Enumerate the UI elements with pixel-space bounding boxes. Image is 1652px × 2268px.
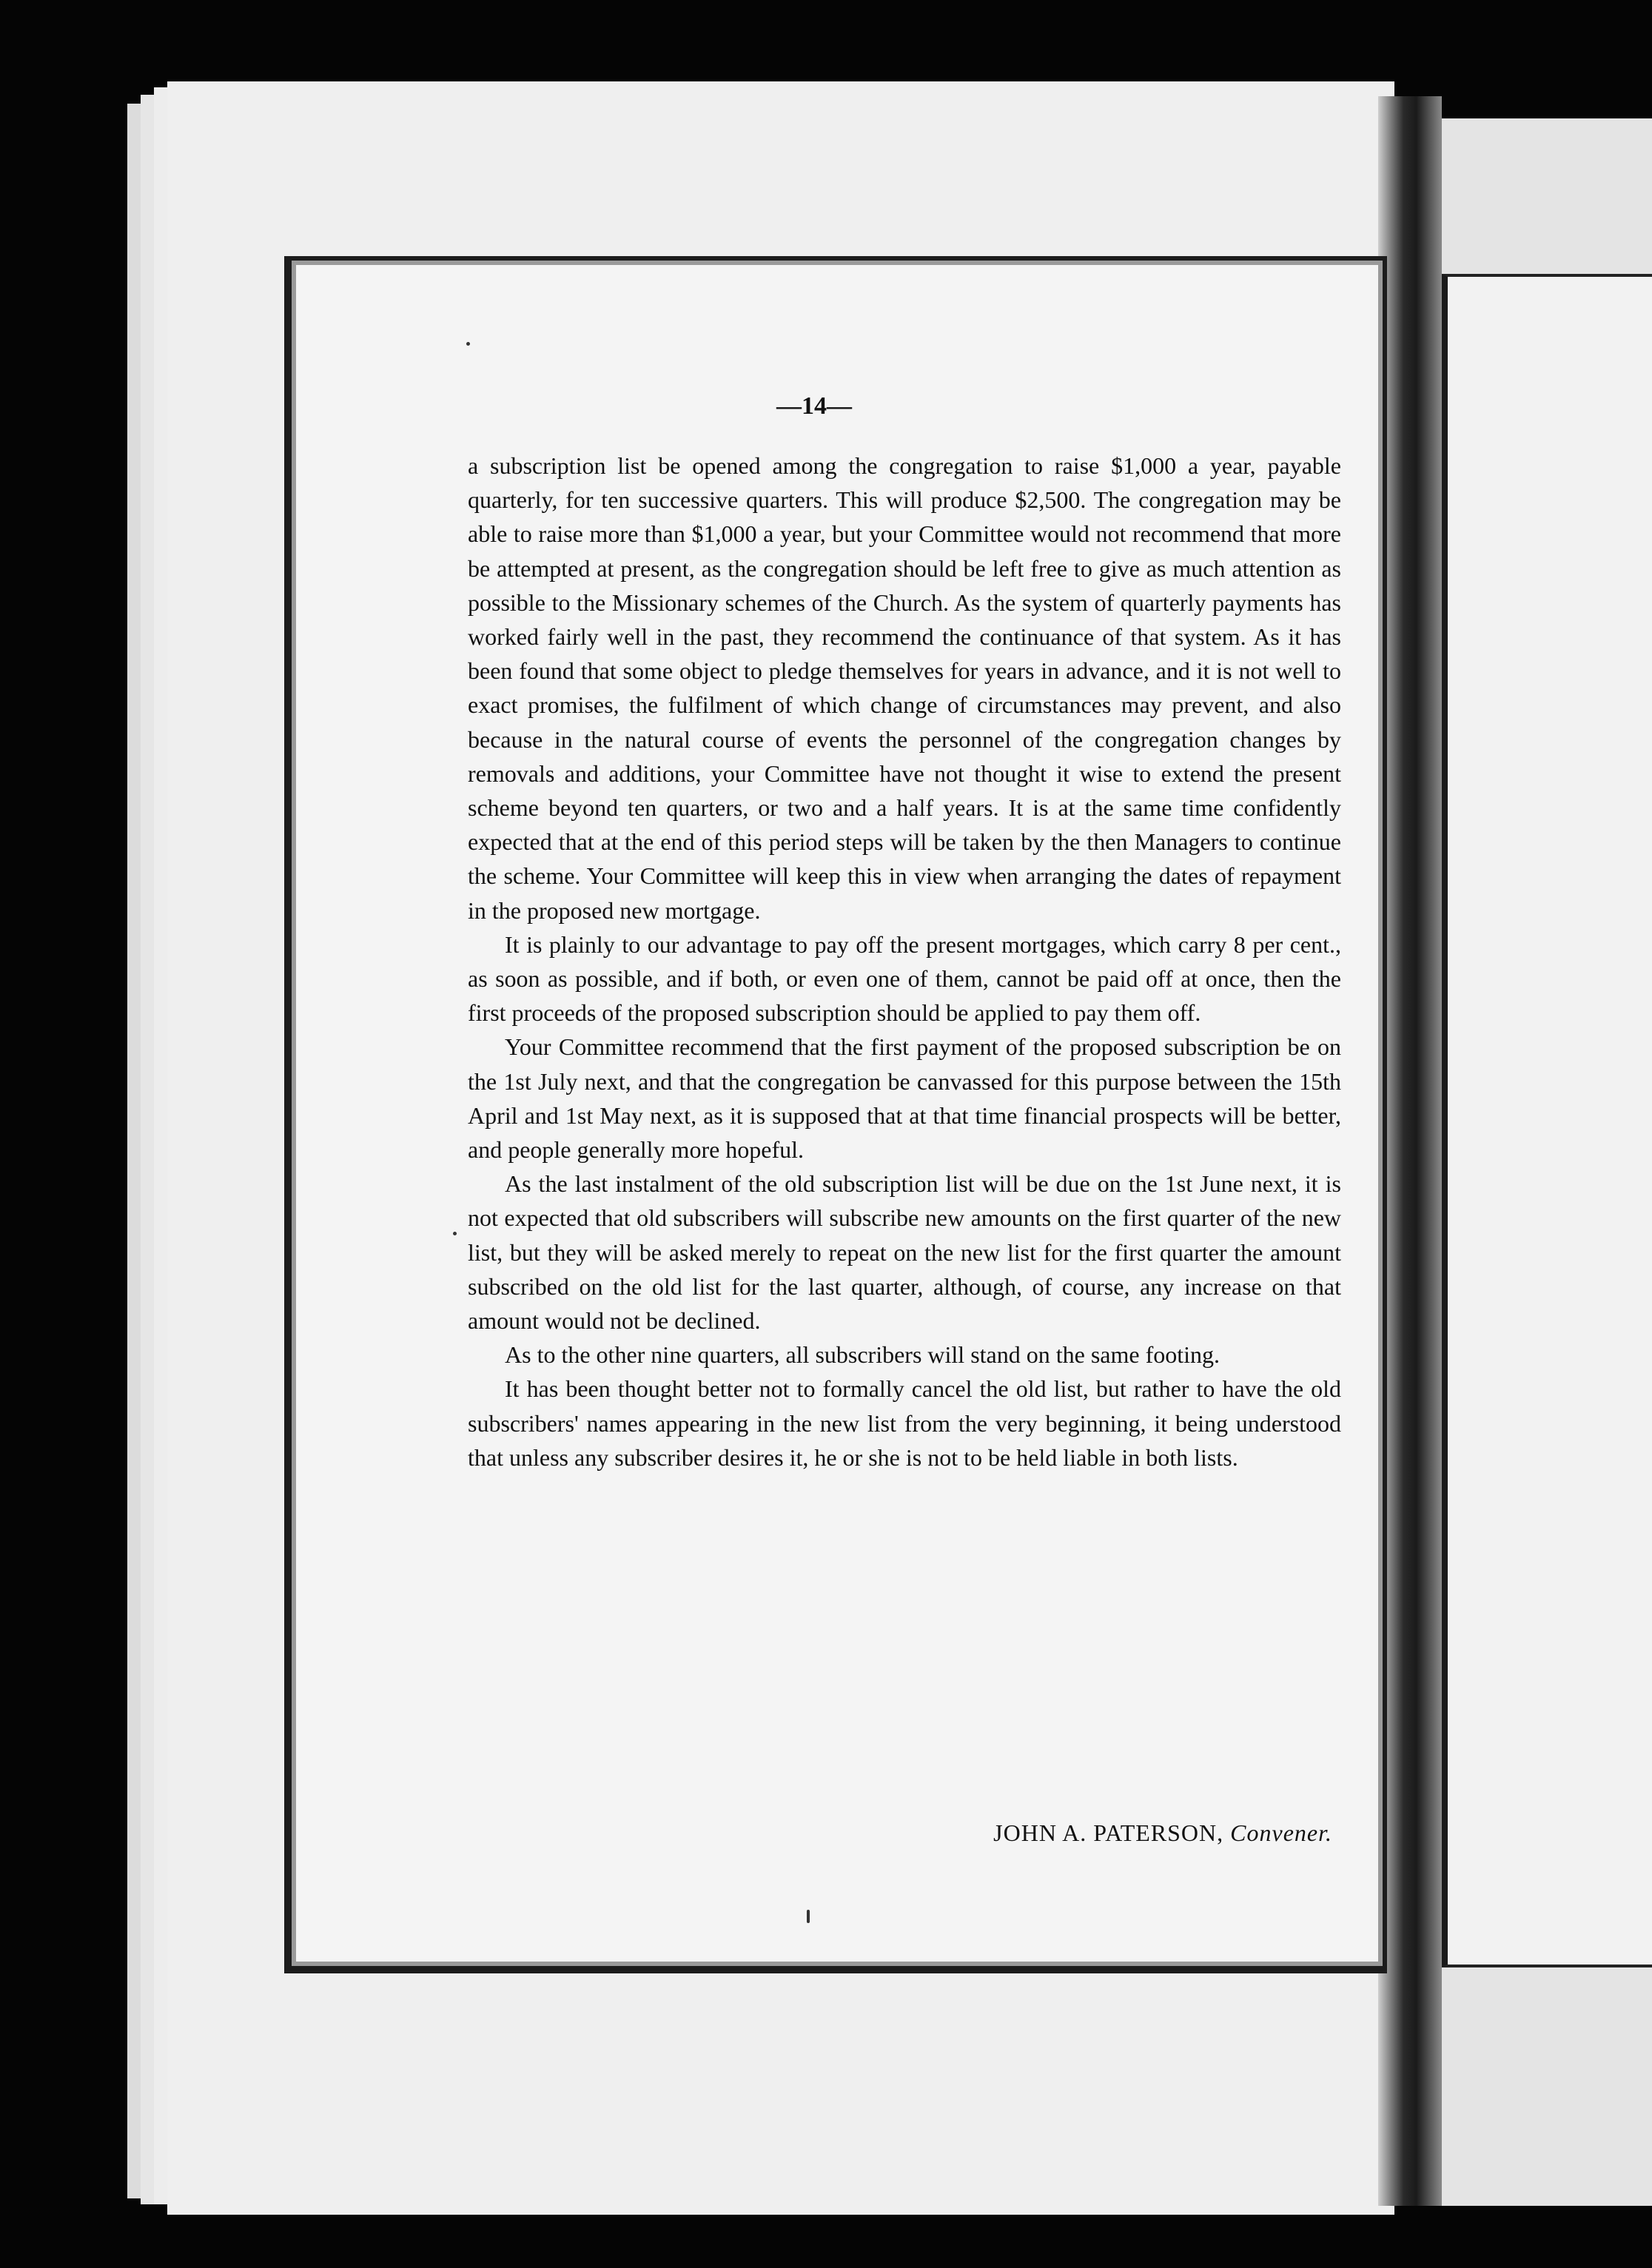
dust-speck <box>453 1232 457 1235</box>
page-number: —14— <box>776 392 852 420</box>
paragraph: It is plainly to our advantage to pay off the present mortgages, which carry 8 per cent., as soon as possible, and if both, or even one of them, cannot be paid off at once, then the first proceeds of the proposed subscription should be applied to pay them off. <box>468 930 1341 1027</box>
paragraph: As the last instalment of the old subscription list will be due on the 1st June next, it is not expected that old subscribers will subscribe new amounts on the first quarter of the new list, but they will be asked merely to repeat on the new list for the first quarter the amount subscribed on the old list for the last quarter, although, of course, any increase on that amount would not be declined. <box>468 1170 1341 1335</box>
dust-speck <box>466 342 470 346</box>
book-spine <box>1378 96 1442 2206</box>
paragraph: It has been thought better not to formally cancel the old list, but rather to have the old subscribers' names appearing in the new list from the very beginning, it being understood that unless any subscriber desires it, he or she is not to be held liable in both lists. <box>468 1375 1341 1471</box>
dust-speck <box>807 1910 810 1923</box>
signatory-title: Convener. <box>1230 1819 1332 1846</box>
facing-page-panel <box>1442 274 1652 1967</box>
body-text <box>468 449 1341 1474</box>
paragraph: Your Committee recommend that the first payment of the proposed subscription be on the 1st July next, and that the congregation be canvassed for this purpose between the 15th April and 1st May next, as it is supposed that at that time financial prospects will be better, and people generally more hopeful. <box>468 1033 1341 1164</box>
signature-line <box>873 1819 1332 1847</box>
paragraph: a subscription list be opened among the congregation to raise $1,000 a year, payable quarterly, for ten successive quarters. This will produce $2,500. The congregation may be able to raise more than $1,000 a year, but your Committee would not recommend that more be attempted at present, as the congregation should be left free to give as much attention as possible to the Missionary schemes of the Church. As the system of quarterly payments has worked fairly well in the past, they recommend the continuance of that system. As it has been found that some object to pledge themselves for years in advance, and it is not well to exact promises, the fulfilment of which change of circumstances may prevent, and also because in the natural course of events the personnel of the congregation changes by removals and additions, your Committee have not thought it wise to extend the present scheme beyond ten quarters, or two and a half years. It is at the same time confidently expected that at the end of this period steps will be taken by the then Managers to continue the scheme. Your Committee will keep this in view when arranging the dates of repayment in the proposed new mortgage. <box>468 452 1341 924</box>
paragraph: As to the other nine quarters, all subscribers will stand on the same footing. <box>505 1341 1220 1369</box>
signatory-name: JOHN A. PATERSON, <box>993 1819 1224 1846</box>
